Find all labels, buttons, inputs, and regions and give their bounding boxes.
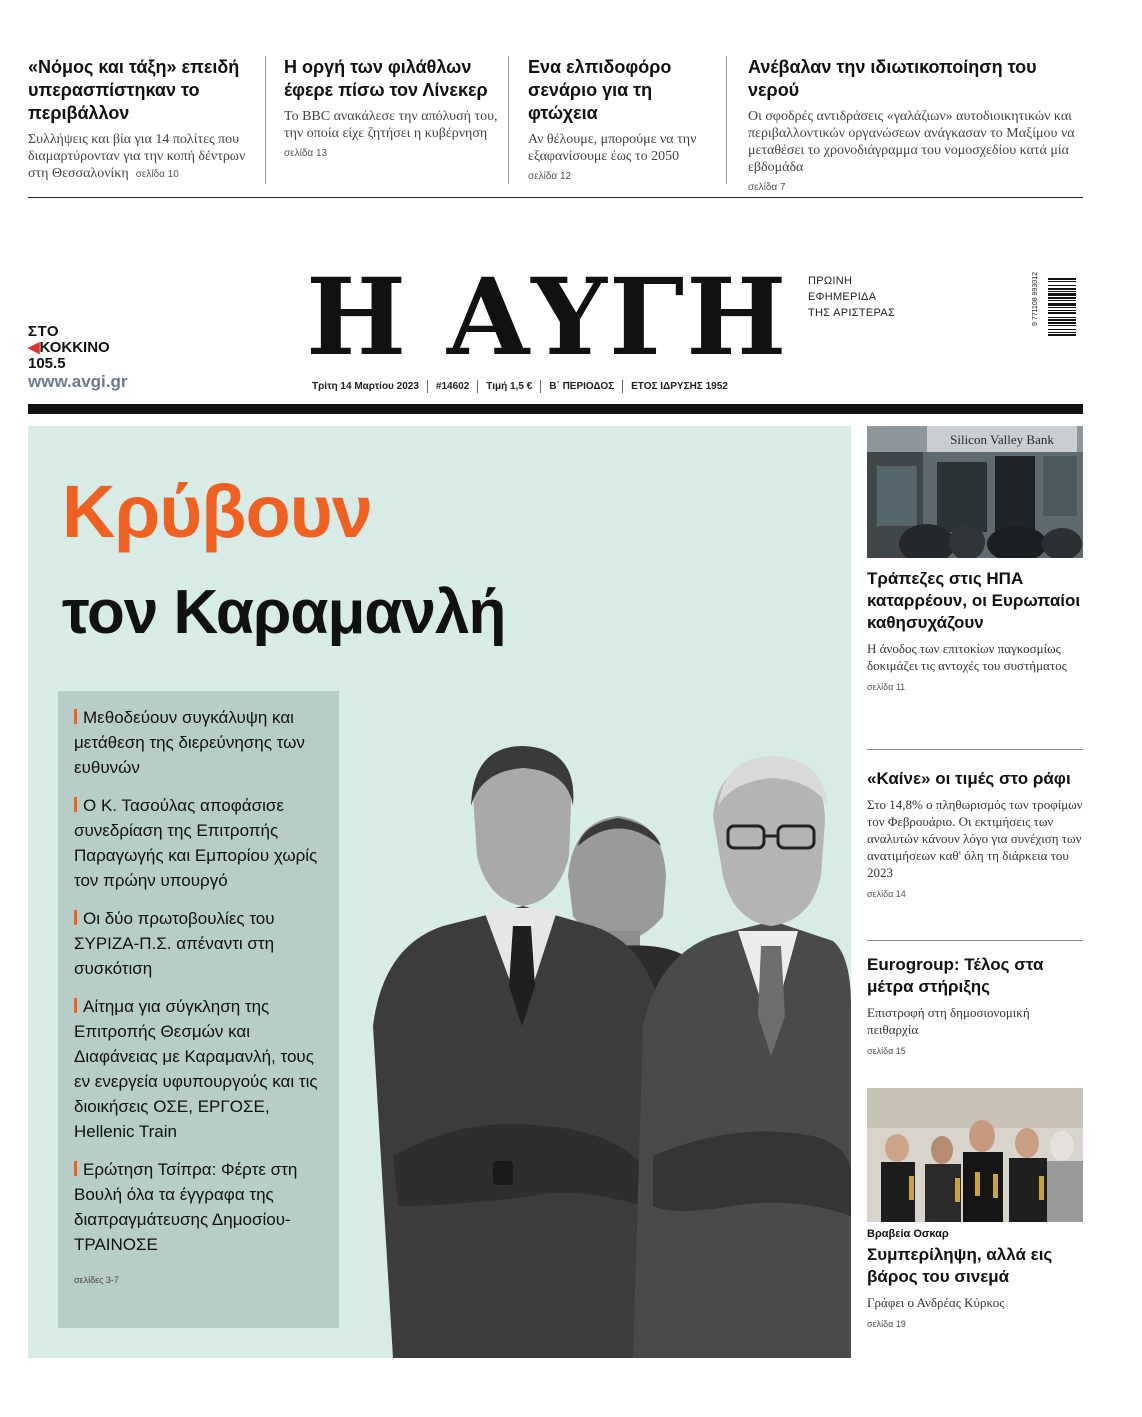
bullet-item: Οι δύο πρωτοβουλίες του ΣΥΡΙΖΑ-Π.Σ. απέναντι στη συσκότιση bbox=[74, 909, 275, 978]
story-text: Επιστροφή στη δημοσιονομική πειθαρχία bbox=[867, 1005, 1030, 1037]
issue-period: Β΄ ΠΕΡΙΟΔΟΣ bbox=[549, 380, 615, 392]
teaser-4[interactable] bbox=[748, 56, 1086, 193]
newspaper-logo: Η ΑΥΓΗ bbox=[306, 254, 789, 379]
founded-year: ΕΤΟΣ ΙΔΡΥΣΗΣ 1952 bbox=[631, 380, 728, 392]
teaser-title[interactable]: «Νόμος και τάξη» επειδή υπερασπίστηκαν το περιβάλλον bbox=[28, 57, 240, 123]
teaser-text: Το BBC ανακάλεσε την απόλυσή του, την οποία είχε ζητήσει η κυβέρνηση bbox=[284, 109, 498, 141]
story-author: Γράφει ο Ανδρέας Κύρκος bbox=[867, 1295, 1005, 1310]
headline-orange[interactable]: Κρύβουν bbox=[62, 470, 372, 553]
teaser-page: σελίδα 12 bbox=[528, 171, 572, 182]
svb-photo bbox=[867, 426, 1083, 558]
side-divider bbox=[867, 749, 1083, 750]
teaser-text: Αν θέλουμε, μπορούμε να την εξαφανίσουμε έως το 2050 bbox=[528, 132, 697, 164]
story-page: σελίδα 11 bbox=[867, 682, 906, 692]
teaser-page: σελίδα 13 bbox=[284, 148, 328, 159]
teaser-3[interactable] bbox=[528, 56, 718, 186]
oscars-photo bbox=[867, 1088, 1083, 1222]
story-page: σελίδα 19 bbox=[867, 1319, 906, 1329]
story-title[interactable]: Eurogroup: Τέλος στα μέτρα στήριξης bbox=[867, 955, 1044, 996]
top-teasers bbox=[28, 56, 1083, 193]
column-divider bbox=[726, 56, 727, 184]
headline-black[interactable]: τον Καραμανλή bbox=[62, 578, 506, 647]
bullet-item: Ο Κ. Τασούλας αποφάσισε συνεδρίαση της Επιτροπής Παραγωγής και Εμπορίου χωρίς τον πρώην υπουργό bbox=[74, 796, 318, 890]
radio-line-3: 105.5 bbox=[28, 355, 66, 372]
story-title[interactable]: Συμπερίληψη, αλλά εις βάρος του σινεμά bbox=[867, 1245, 1053, 1286]
website-link[interactable]: www.avgi.gr bbox=[28, 372, 128, 391]
issue-number: #14602 bbox=[435, 380, 470, 392]
story-kicker: Βραβεία Οσκαρ bbox=[867, 1228, 949, 1240]
svb-sign: Silicon Valley Bank bbox=[950, 432, 1054, 447]
tagline: ΠΡΩΙΝΗ ΕΦΗΜΕΡΙΔΑ ΤΗΣ ΑΡΙΣΤΕΡΑΣ bbox=[808, 275, 896, 319]
issue-info-bar bbox=[312, 378, 728, 394]
radio-line-1: ΣΤΟ bbox=[28, 323, 60, 340]
story-eurogroup[interactable] bbox=[867, 954, 1083, 1056]
main-pages-ref: σελίδες 3-7 bbox=[74, 1275, 119, 1285]
story-page: σελίδα 14 bbox=[867, 889, 906, 899]
red-arrow-icon: ◀ bbox=[28, 339, 40, 356]
barcode bbox=[1048, 278, 1076, 382]
teaser-1[interactable] bbox=[28, 56, 246, 186]
top-divider bbox=[28, 197, 1083, 198]
side-divider bbox=[867, 940, 1083, 941]
teaser-text: Οι σφοδρές αντιδράσεις «γαλάζιων» αυτοδιοικητικών και περιβαλλοντικών οργανώσεων ανάγκασαν το Μαξίμου να μεταθέσει το χρονοδιάγραμμα του νομοσχεδίου κατά μία εβδομάδα bbox=[748, 109, 1075, 175]
teaser-page: σελίδα 10 bbox=[135, 169, 179, 180]
column-divider bbox=[508, 56, 509, 184]
teaser-title[interactable]: Ενα ελπιδοφόρο σενάριο για τη φτώχεια bbox=[528, 57, 672, 123]
person-right bbox=[633, 756, 851, 1358]
teaser-page: σελίδα 7 bbox=[748, 182, 786, 193]
story-banks[interactable] bbox=[867, 568, 1083, 692]
story-oscars[interactable] bbox=[867, 1228, 1083, 1329]
story-title[interactable]: Τράπεζες στις ΗΠΑ καταρρέουν, οι Ευρωπαίοι καθησυχάζουν bbox=[867, 569, 1081, 632]
bullet-item: Αίτημα για σύγκληση της Επιτροπής Θεσμών και Διαφάνειας με Καραμανλή, τους εν ενεργεία υφυπουργούς και τις διοικήσεις ΟΣΕ, ΕΡΓΟΣΕ, Hellenic Train bbox=[74, 997, 318, 1141]
column-divider bbox=[265, 56, 266, 184]
masthead-rule bbox=[28, 404, 1083, 414]
teaser-title[interactable]: Η οργή των φιλάθλων έφερε πίσω τον Λίνεκερ bbox=[284, 57, 488, 100]
story-text: Η άνοδος των επιτοκίων παγκοσμίως δοκιμάζει τις αντοχές του συστήματος bbox=[867, 641, 1067, 673]
radio-logo[interactable] bbox=[28, 324, 110, 372]
issue-price: Τιμή 1,5 € bbox=[486, 380, 533, 392]
main-story[interactable] bbox=[28, 426, 851, 1358]
story-title[interactable]: «Καίνε» οι τιμές στο ράφι bbox=[867, 769, 1071, 788]
issue-date: Τρίτη 14 Μαρτίου 2023 bbox=[312, 380, 419, 392]
teaser-text: Συλλήψεις και βία για 14 πολίτες που διαμαρτύρονταν για την κοπή δέντρων στη Θεσσαλονίκη σελίδα 10 bbox=[28, 132, 246, 181]
bullet-item: Μεθοδεύουν συγκάλυψη και μετάθεση της διερεύνησης των ευθυνών bbox=[74, 708, 305, 777]
radio-line-2: ΚΟΚΚΙΝΟ bbox=[39, 339, 110, 356]
teaser-title[interactable]: Ανέβαλαν την ιδιωτικοποίηση του νερού bbox=[748, 57, 1037, 100]
barcode-number: 9 771108 993012 bbox=[1032, 272, 1039, 326]
bullet-list bbox=[58, 691, 339, 1328]
politicians-photo bbox=[373, 726, 851, 1358]
story-page: σελίδα 15 bbox=[867, 1046, 906, 1056]
story-prices[interactable] bbox=[867, 768, 1083, 899]
bullet-item: Ερώτηση Τσίπρα: Φέρτε στη Βουλή όλα τα έγγραφα της διαπραγμάτευσης Δημοσίου-ΤΡΑΙΝΟΣΕ bbox=[74, 1160, 298, 1254]
story-text: Στο 14,8% ο πληθωρισμός των τροφίμων τον Φεβρουάριο. Οι εκτιμήσεις των αναλυτών κάνουν λόγο για συνέχιση των ανατιμήσεων καθ' όλη τη διάρκεια του 2023 bbox=[867, 797, 1083, 880]
teaser-2[interactable] bbox=[284, 56, 499, 186]
